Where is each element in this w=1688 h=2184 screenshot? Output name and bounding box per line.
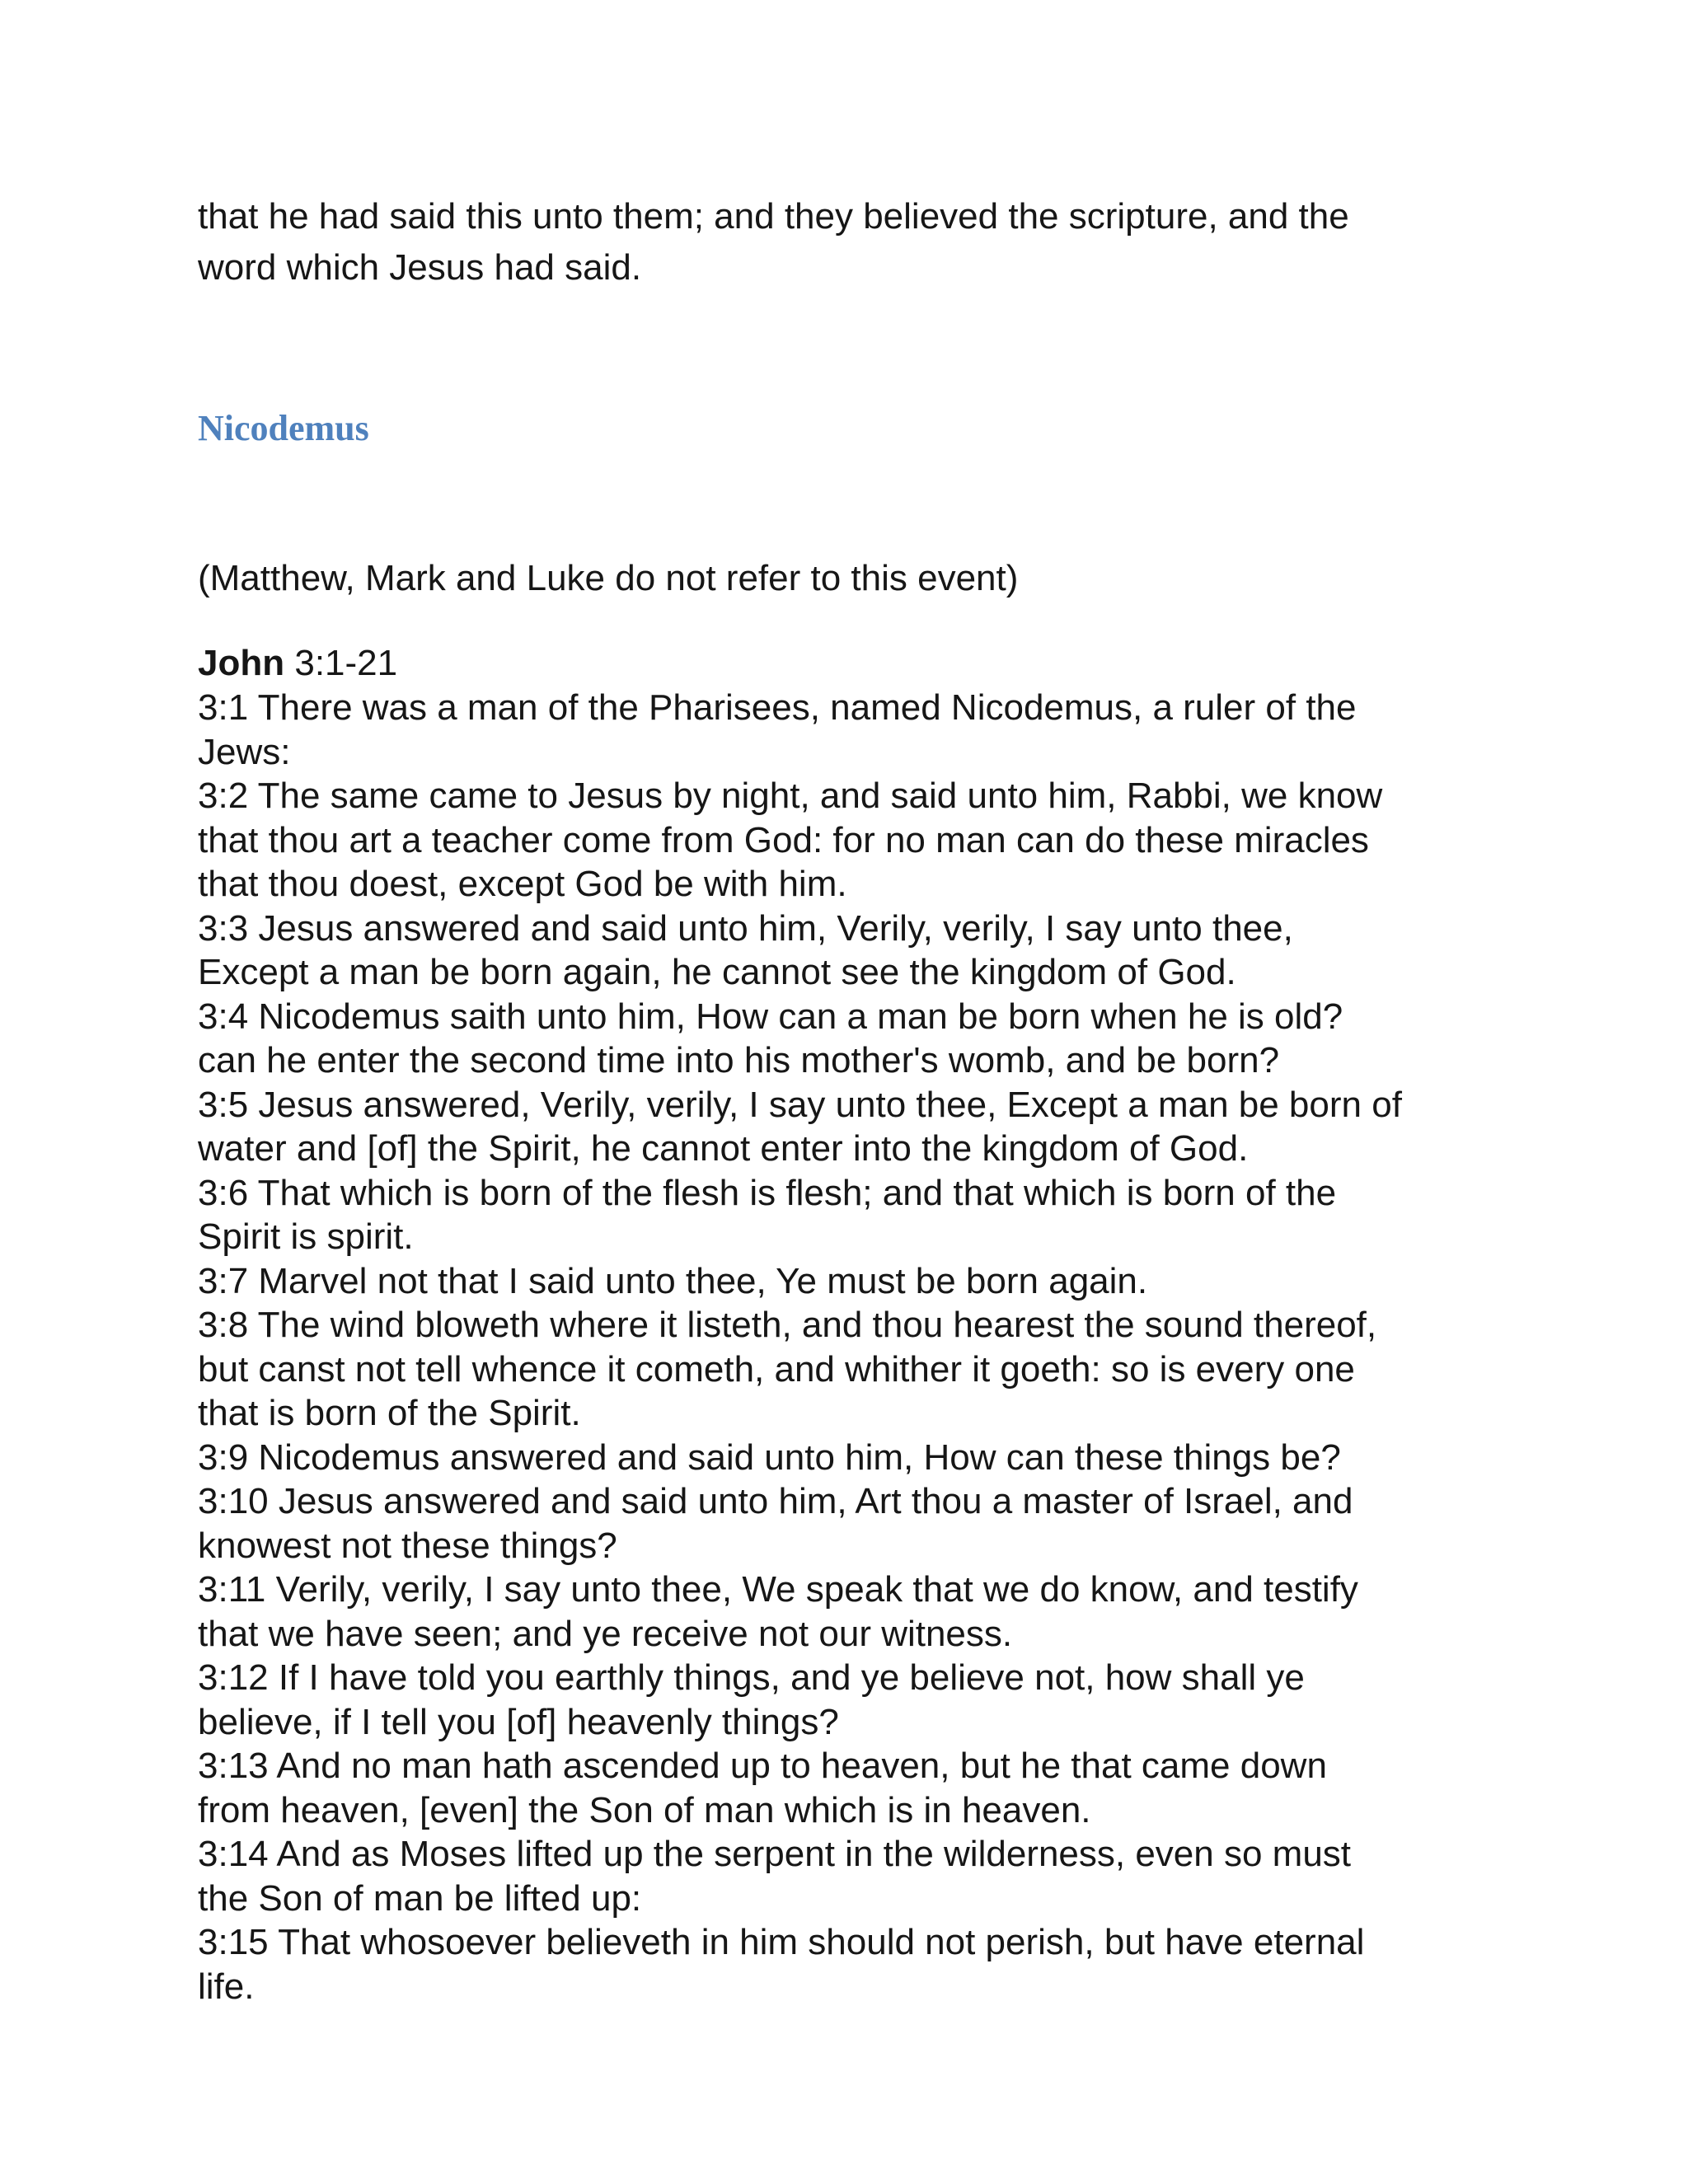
verse-paragraph xyxy=(198,1259,1517,1304)
intro-line: word which Jesus had said. xyxy=(198,247,642,288)
verse-line: that thou doest, except God be with him. xyxy=(198,864,847,904)
verse-line: the Son of man be lifted up: xyxy=(198,1877,642,1919)
verse-line: 3:2 The same came to Jesus by night, and said unto him, Rabbi, we know xyxy=(198,776,1383,816)
verse-line: Jews: xyxy=(198,731,291,772)
verse-line: 3:10 Jesus answered and said unto him, Art thou a master of Israel, and xyxy=(198,1481,1353,1521)
verse-paragraph xyxy=(198,1744,1517,1832)
verse-paragraph xyxy=(198,774,1517,907)
passage-book: John xyxy=(198,643,285,683)
verse-line: 3:6 That which is born of the flesh is flesh; and that which is born of the xyxy=(198,1172,1337,1213)
intro-line: that he had said this unto them; and they believed the scripture, and the xyxy=(198,196,1349,237)
verse-line: 3:12 If I have told you earthly things, and ye believe not, how shall ye xyxy=(198,1657,1305,1698)
verse-paragraph xyxy=(198,1083,1517,1171)
verse-line: believe, if I tell you [of] heavenly things? xyxy=(198,1701,839,1742)
verse-paragraph xyxy=(198,686,1517,774)
verse-line: from heaven, [even] the Son of man which is in heaven. xyxy=(198,1789,1091,1830)
verse-line: 3:11 Verily, verily, I say unto thee, We speak that we do know, and testify xyxy=(198,1569,1358,1610)
verse-line: that thou art a teacher come from God: for no man can do these miracles xyxy=(198,819,1369,860)
verse-line: Except a man be born again, he cannot see the kingdom of God. xyxy=(198,952,1236,992)
verse-paragraph xyxy=(198,1303,1517,1436)
verse-line: 3:14 And as Moses lifted up the serpent in the wilderness, even so must xyxy=(198,1834,1352,1874)
page-content xyxy=(198,191,1517,2008)
gospel-note: (Matthew, Mark and Luke do not refer to this event) xyxy=(198,558,1019,598)
verse-line: 3:5 Jesus answered, Verily, verily, I say unto thee, Except a man be born of xyxy=(198,1084,1402,1125)
verse-line: 3:1 There was a man of the Pharisees, named Nicodemus, a ruler of the xyxy=(198,687,1357,728)
verse-paragraph xyxy=(198,1479,1517,1568)
verse-line: 3:4 Nicodemus saith unto him, How can a man be born when he is old? xyxy=(198,996,1343,1037)
verse-line: that we have seen; and ye receive not our witness. xyxy=(198,1613,1013,1654)
verse-line: that is born of the Spirit. xyxy=(198,1393,581,1433)
verse-paragraph xyxy=(198,907,1517,995)
verse-line: knowest not these things? xyxy=(198,1525,617,1566)
verse-line: 3:9 Nicodemus answered and said unto him, How can these things be? xyxy=(198,1436,1341,1478)
verse-line: water and [of] the Spirit, he cannot enter into the kingdom of God. xyxy=(198,1128,1249,1169)
verse-list xyxy=(198,686,1517,2008)
verse-line: 3:8 The wind bloweth where it listeth, and thou hearest the sound thereof, xyxy=(198,1305,1377,1345)
verse-paragraph xyxy=(198,1920,1517,2008)
verse-paragraph xyxy=(198,1568,1517,1656)
verse-paragraph xyxy=(198,1171,1517,1259)
section-heading: Nicodemus xyxy=(198,408,369,448)
verse-paragraph xyxy=(198,1436,1517,1480)
verse-line: 3:7 Marvel not that I said unto thee, Ye must be born again. xyxy=(198,1260,1148,1301)
verse-line: 3:13 And no man hath ascended up to heaven, but he that came down xyxy=(198,1746,1327,1786)
passage-range: 3:1-21 xyxy=(294,643,398,683)
verse-line: 3:15 That whosoever believeth in him should not perish, but have eternal xyxy=(198,1922,1365,1962)
verse-paragraph xyxy=(198,995,1517,1083)
verse-line: Spirit is spirit. xyxy=(198,1216,414,1257)
intro-paragraph xyxy=(198,191,1517,293)
verse-line: life. xyxy=(198,1966,255,2007)
verse-paragraph xyxy=(198,1832,1517,1920)
verse-line: 3:3 Jesus answered and said unto him, Verily, verily, I say unto thee, xyxy=(198,907,1293,949)
verse-paragraph xyxy=(198,1656,1517,1744)
verse-line: can he enter the second time into his mother's womb, and be born? xyxy=(198,1040,1280,1080)
passage-reference xyxy=(198,641,1517,686)
verse-line: but canst not tell whence it cometh, and whither it goeth: so is every one xyxy=(198,1348,1355,1390)
